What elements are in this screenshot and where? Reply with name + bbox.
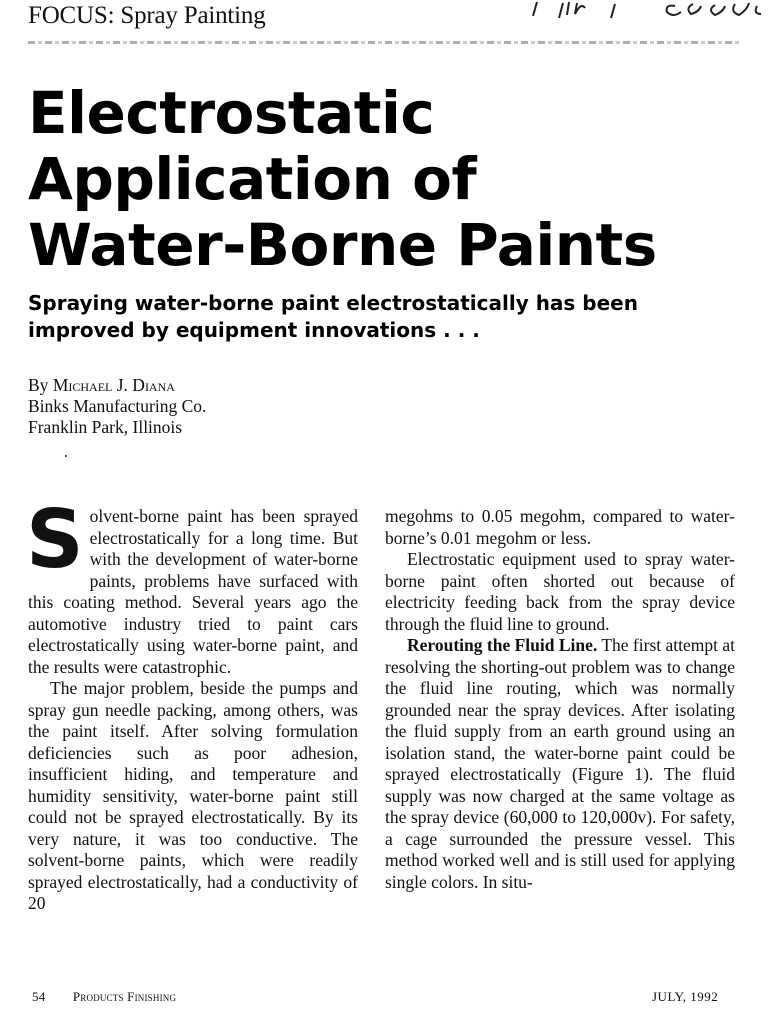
deck-line: improved by equipment innovations . . . — [28, 318, 480, 342]
publication-name: Products Finishing — [72, 989, 177, 1004]
paragraph-text: olvent-borne paint has been sprayed electrostatically for a long time. But with the development of water-borne paints, problems have surfaced with this coating method. Several years ago the automotive industry tried to paint cars electrostatically using water-borne paint, and the results were catastrophic. — [28, 506, 358, 677]
by-label: By — [28, 375, 53, 395]
page-footer — [32, 989, 176, 1005]
issue-date: JULY, 1992 — [652, 989, 719, 1004]
body-column-left — [26, 493, 358, 915]
handwritten-annotation — [525, 0, 768, 22]
title-line: Water-Borne Paints — [28, 211, 657, 279]
paragraph-text: The first attempt at resolving the shorting-out problem was to change the fluid line routing, which was normally grounded near the spray devices. After isolating the fluid supply from an earth ground using an isolation stand, the water-borne paint could be sprayed electrostatically (Figure 1). The fluid supply was now charged at the same voltage as the spray device (60,000 to 120,000v). For safety, a cage surrounded the pressure vessel. This method worked well and is still used for applying single colors. In situ- — [385, 635, 735, 892]
body-paragraph — [385, 635, 735, 893]
title-line: Application of — [28, 145, 477, 213]
body-column-right — [385, 506, 735, 893]
section-header: FOCUS: Spray Painting — [28, 2, 266, 29]
header-divider — [28, 41, 740, 44]
body-paragraph: The major problem, beside the pumps and spray gun needle packing, among others, was the paint itself. After solving formulation deficiencies such as poor adhesion, insufficient hiding, and temperature and humidity sensitivity, water-borne paint still could not be sprayed electrostatically. By its very nature, it was too conductive. The solvent-borne paints, which were readily sprayed electrostatically, had a conductivity of 20 — [28, 678, 358, 913]
subhead-runin: Rerouting the Fluid Line. — [407, 635, 598, 655]
deck-line: Spraying water-borne paint electrostatically has been — [28, 291, 638, 315]
author-location: Franklin Park, Illinois — [28, 417, 183, 437]
title-line: Electrostatic — [28, 79, 435, 147]
body-paragraph — [26, 493, 358, 678]
author-name: Michael J. Diana — [52, 375, 175, 395]
article-deck — [28, 290, 728, 344]
byline — [28, 375, 206, 438]
author-line — [28, 375, 206, 396]
author-company: Binks Manufacturing Co. — [28, 396, 207, 416]
page-number: 54 — [32, 989, 46, 1004]
drop-cap: S — [26, 493, 84, 586]
article-title — [28, 80, 657, 278]
speck — [65, 455, 67, 457]
body-paragraph: Electrostatic equipment used to spray water-borne paint often shorted out because of electricity feeding back from the spray device through the fluid line to ground. — [385, 549, 735, 634]
body-paragraph: megohms to 0.05 megohm, compared to water-borne’s 0.01 megohm or less. — [385, 506, 735, 548]
